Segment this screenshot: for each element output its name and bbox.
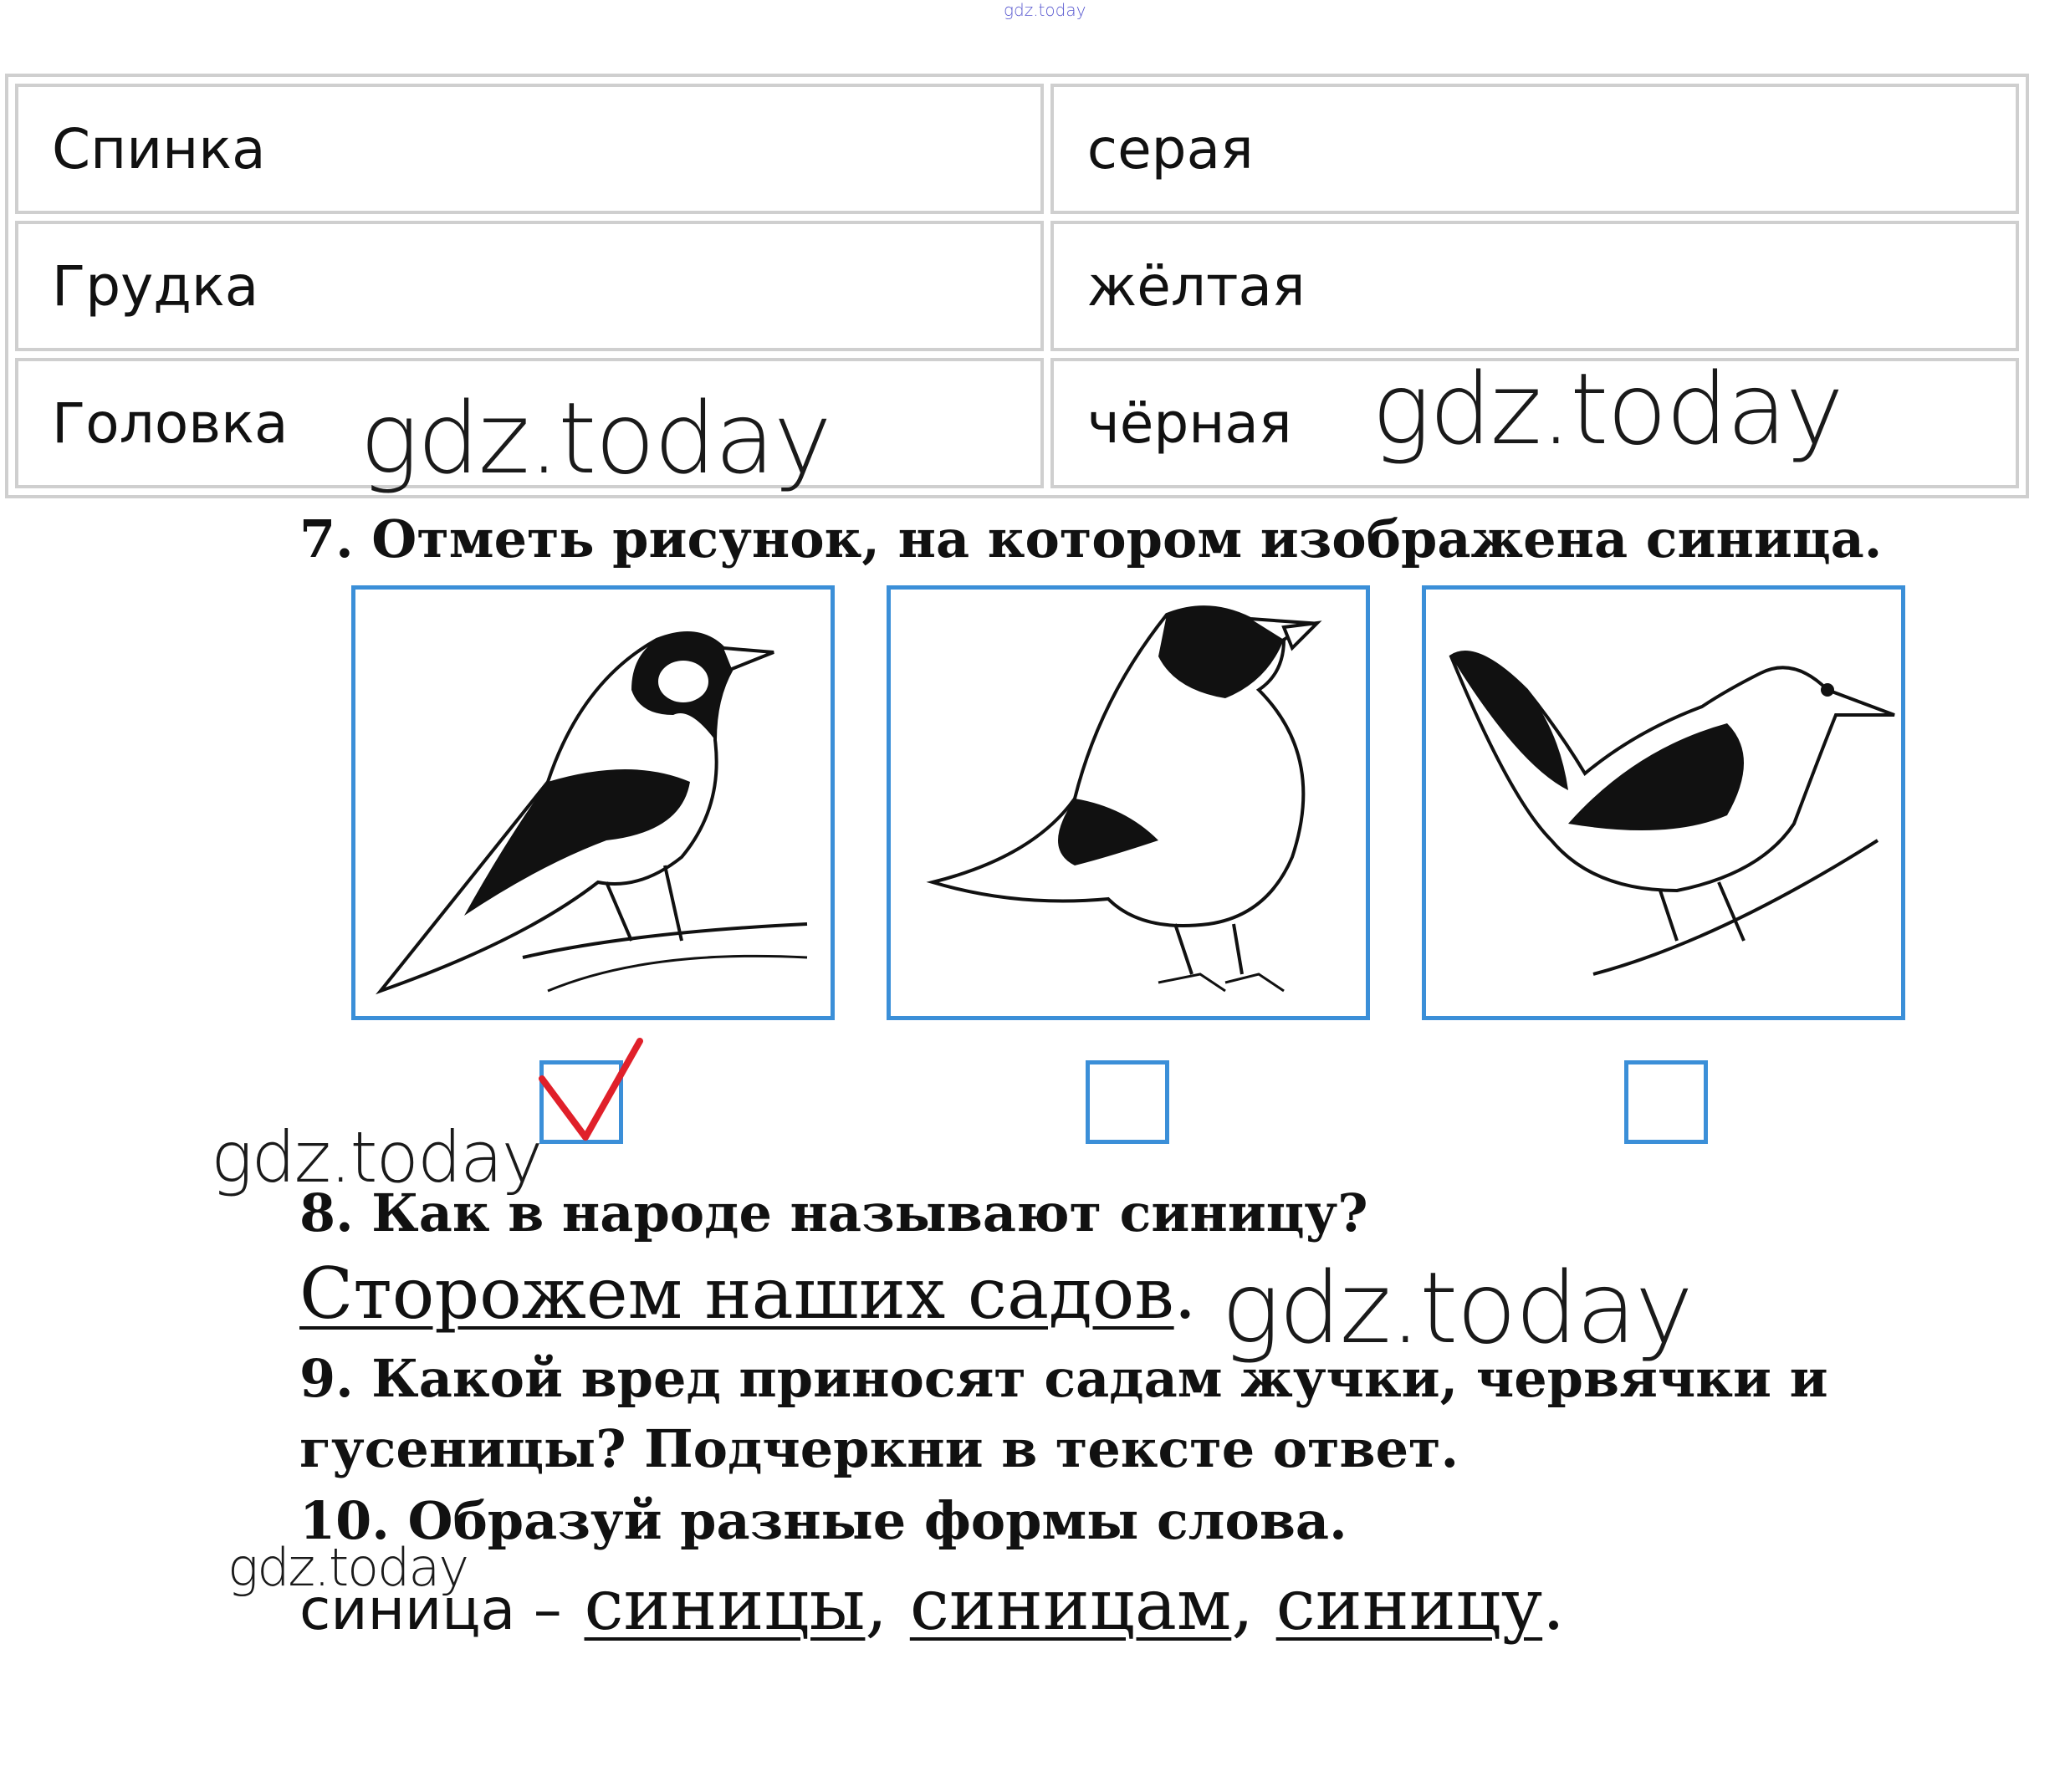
answer-10-form-1: синицы xyxy=(584,1564,866,1646)
table-row xyxy=(15,221,2019,351)
answer-10-sep-2: , xyxy=(1231,1564,1254,1646)
answer-8-text: Сторожем наших садов xyxy=(299,1253,1174,1335)
checkbox-tit[interactable] xyxy=(539,1060,623,1144)
answer-10-base: синица – xyxy=(299,1577,562,1643)
watermark-q10: gdz.today xyxy=(227,1537,468,1598)
checkbox-magpie[interactable] xyxy=(1624,1060,1708,1144)
watermark-q7: gdz.today xyxy=(211,1116,542,1198)
answer-8-period: . xyxy=(1173,1253,1197,1335)
answer-10-sep-1: , xyxy=(865,1564,888,1646)
table-cell-color: серая xyxy=(1050,84,2019,214)
watermark-table-right: gdz.today xyxy=(1372,351,1843,467)
table-cell-part: Спинка xyxy=(15,84,1044,214)
bird-frame-1 xyxy=(351,585,835,1020)
question-10: 10. Образуй разные формы слова. xyxy=(299,1490,1347,1551)
table-cell-part: Головка xyxy=(15,358,1044,488)
answer-10-form-2: синицам xyxy=(909,1564,1232,1646)
answer-8 xyxy=(299,1253,1196,1335)
table-cell-color: жёлтая xyxy=(1050,221,2019,351)
checkbox-bullfinch[interactable] xyxy=(1086,1060,1169,1144)
answer-10-form-3: синицу xyxy=(1275,1564,1543,1646)
magpie-drawing-icon xyxy=(1426,590,1901,1016)
question-7: 7. Отметь рисунок, на котором изображена синица. xyxy=(299,508,1883,569)
bird-frame-3 xyxy=(1422,585,1905,1020)
question-9-line2: гусеницы? Подчеркни в тексте ответ. xyxy=(299,1418,1459,1479)
watermark-top: gdz.today xyxy=(1004,0,1086,20)
watermark-table-left: gdz.today xyxy=(360,380,831,496)
watermark-q8: gdz.today xyxy=(1221,1250,1692,1366)
answer-10-period: . xyxy=(1542,1564,1565,1646)
bullfinch-drawing-icon xyxy=(891,590,1366,1016)
answer-10 xyxy=(299,1564,1565,1646)
tit-drawing-icon xyxy=(355,590,831,1016)
table-cell-color: чёрная xyxy=(1050,358,2019,488)
table-row xyxy=(15,84,2019,214)
question-8: 8. Как в народе называют синицу? xyxy=(299,1182,1368,1243)
table-cell-part: Грудка xyxy=(15,221,1044,351)
question-9-line1: 9. Какой вред приносят садам жучки, червячки и xyxy=(299,1348,1828,1409)
bird-frame-2 xyxy=(887,585,1370,1020)
